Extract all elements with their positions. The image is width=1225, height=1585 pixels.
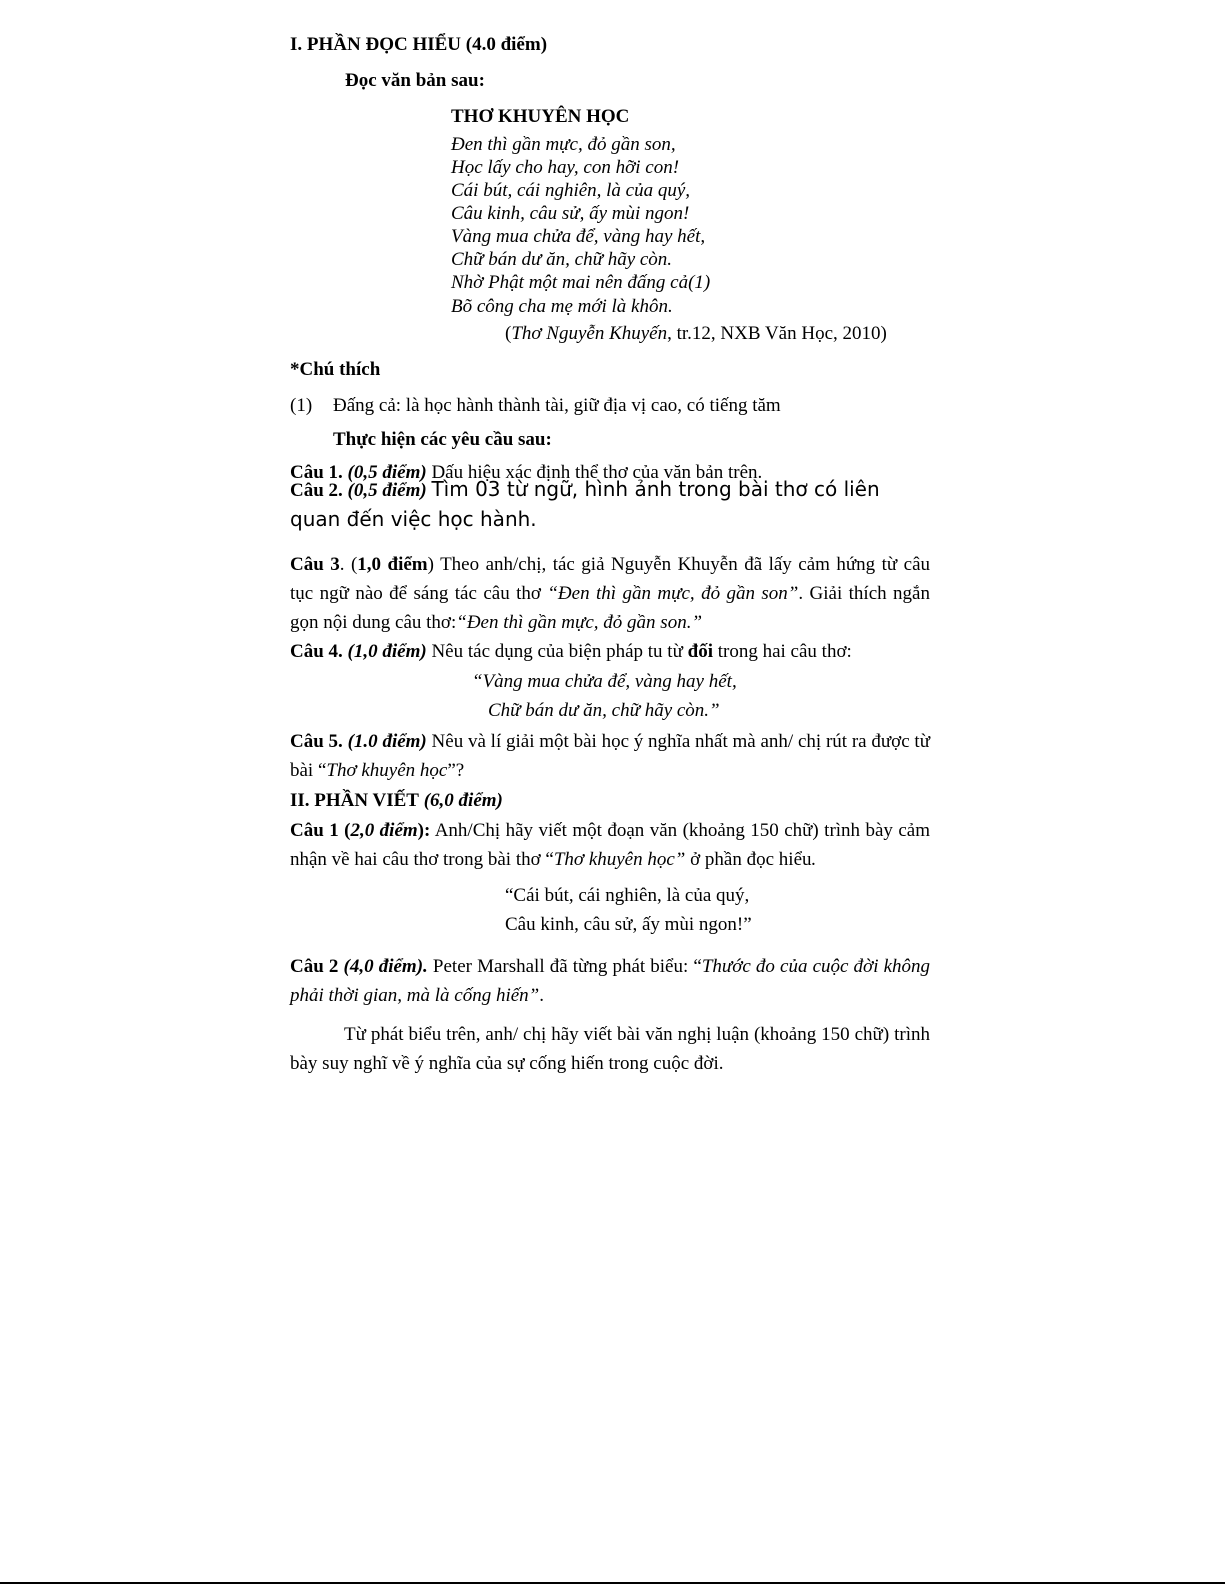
q4-bold-word: đối [687,641,713,662]
q5-title: Thơ khuyên học [326,760,448,781]
q3-quote: “Đen thì gần mực, đỏ gần son” [547,583,799,604]
question-4: Câu 4. (1,0 điểm) Nêu tác dụng của biện pháp tu từ đối trong hai câu thơ: [290,641,852,662]
poem-source-title: Thơ Nguyễn Khuyến [511,323,668,344]
w1-title: Thơ khuyên học” [553,849,686,870]
q1-text: Dấu hiệu xác định thể thơ của văn bản trên. [431,462,763,483]
w1-quote-line: “Cái bút, cái nghiên, là của quý, [505,885,750,906]
w2-paragraph: Từ phát biểu trên, anh/ chị hãy viết bài văn nghị luận (khoảng 150 chữ) trình bày suy nghĩ về ý nghĩa của sự cống hiến trong cuộc đời. [290,1024,930,1074]
q4-label: Câu 4. [290,641,343,662]
w1-quote-line: Câu kinh, câu sử, ấy mùi ngon!” [505,914,752,935]
section1-heading: I. PHẦN ĐỌC HIỂU (4.0 điểm) [290,34,548,55]
section2-points: (6,0 điểm) [423,790,503,811]
poem-line: Đen thì gần mực, đỏ gần son, [451,134,676,155]
q2-points: (0,5 điểm) [347,480,427,501]
poem-title: THƠ KHUYÊN HỌC [451,106,630,127]
note-text: Đấng cả: là học hành thành tài, giữ địa vị cao, có tiếng tăm [333,395,781,416]
poem-line: Vàng mua chửa để, vàng hay hết, [451,226,706,247]
q2-label: Câu 2. [290,480,343,501]
note-heading: *Chú thích [290,359,381,380]
w1-points: 2,0 điểm [350,820,418,841]
question-2-cont: quan đến việc học hành. [290,507,537,531]
poem-line: Cái bút, cái nghiên, là của quý, [451,180,691,201]
w2-label: Câu 2 [290,956,339,977]
section2-heading: II. PHẦN VIẾT (6,0 điểm) [290,790,503,811]
poem-line: Học lấy cho hay, con hỡi con! [451,157,680,178]
w1-label: Câu 1 [290,820,339,841]
w2-points: (4,0 điểm). [343,956,428,977]
page-bottom-border [0,1582,1225,1584]
instructions-heading: Thực hiện các yêu cầu sau: [333,429,552,450]
q2-text: Tìm 03 từ ngữ, hình ảnh trong bài thơ có liên [431,477,880,501]
writing-question-1: Câu 1 (2,0 điểm): Anh/Chị hãy viết một đoạn văn (khoảng 150 chữ) trình bày cảm nhận về hai câu thơ trong bài thơ “Thơ khuyên học” ở phần đọc hiểu. [290,820,930,870]
q1-label: Câu 1. [290,462,343,483]
poem-line: Nhờ Phật một mai nên đấng cả(1) [451,272,711,293]
q5-label: Câu 5. [290,731,343,752]
writing-question-2: Câu 2 (4,0 điểm). Peter Marshall đã từng phát biểu: “Thước đo của cuộc đời không phải thời gian, mà là cống hiến”. [290,956,931,1006]
poem-source: (Thơ Nguyễn Khuyến, tr.12, NXB Văn Học, 2010) [505,323,887,344]
question-2 [290,478,880,502]
question-3: Câu 3. (1,0 điểm) Theo anh/chị, tác giả Nguyễn Khuyễn đã lấy cảm hứng từ câu tục ngữ nào để sáng tác câu thơ “Đen thì gần mực, đỏ gần son”. Giải thích ngắn gọn nội dung câu thơ:“Đen thì gần mực, đỏ gần son.” [290,554,931,633]
q5-points: (1.0 điểm) [347,731,427,752]
poem-line: Bõ công cha mẹ mới là khôn. [451,296,673,317]
question-5: Câu 5. (1.0 điểm) Nêu và lí giải một bài học ý nghĩa nhất mà anh/ chị rút ra được từ bài “Thơ khuyên học”? [290,731,931,781]
q1-points: (0,5 điểm) [347,462,427,483]
w2-quote: Thước đo của cuộc đời không phải thời gian, mà là cống hiến” [290,956,931,1006]
q4-quote-line: Chữ bán dư ăn, chữ hãy còn.” [488,700,720,721]
q3-points: 1,0 điểm [357,554,428,575]
poem-line: Câu kinh, câu sử, ấy mùi ngon! [451,203,690,224]
q4-quote-line: “Vàng mua chửa để, vàng hay hết, [472,671,737,692]
q3-quote-2: “Đen thì gần mực, đỏ gần son.” [456,612,703,633]
note-number: (1) [290,395,313,416]
q3-label: Câu 3 [290,554,340,575]
q4-points: (1,0 điểm) [347,641,427,662]
read-prompt: Đọc văn bản sau: [345,70,485,91]
poem-line: Chữ bán dư ăn, chữ hãy còn. [451,249,673,270]
